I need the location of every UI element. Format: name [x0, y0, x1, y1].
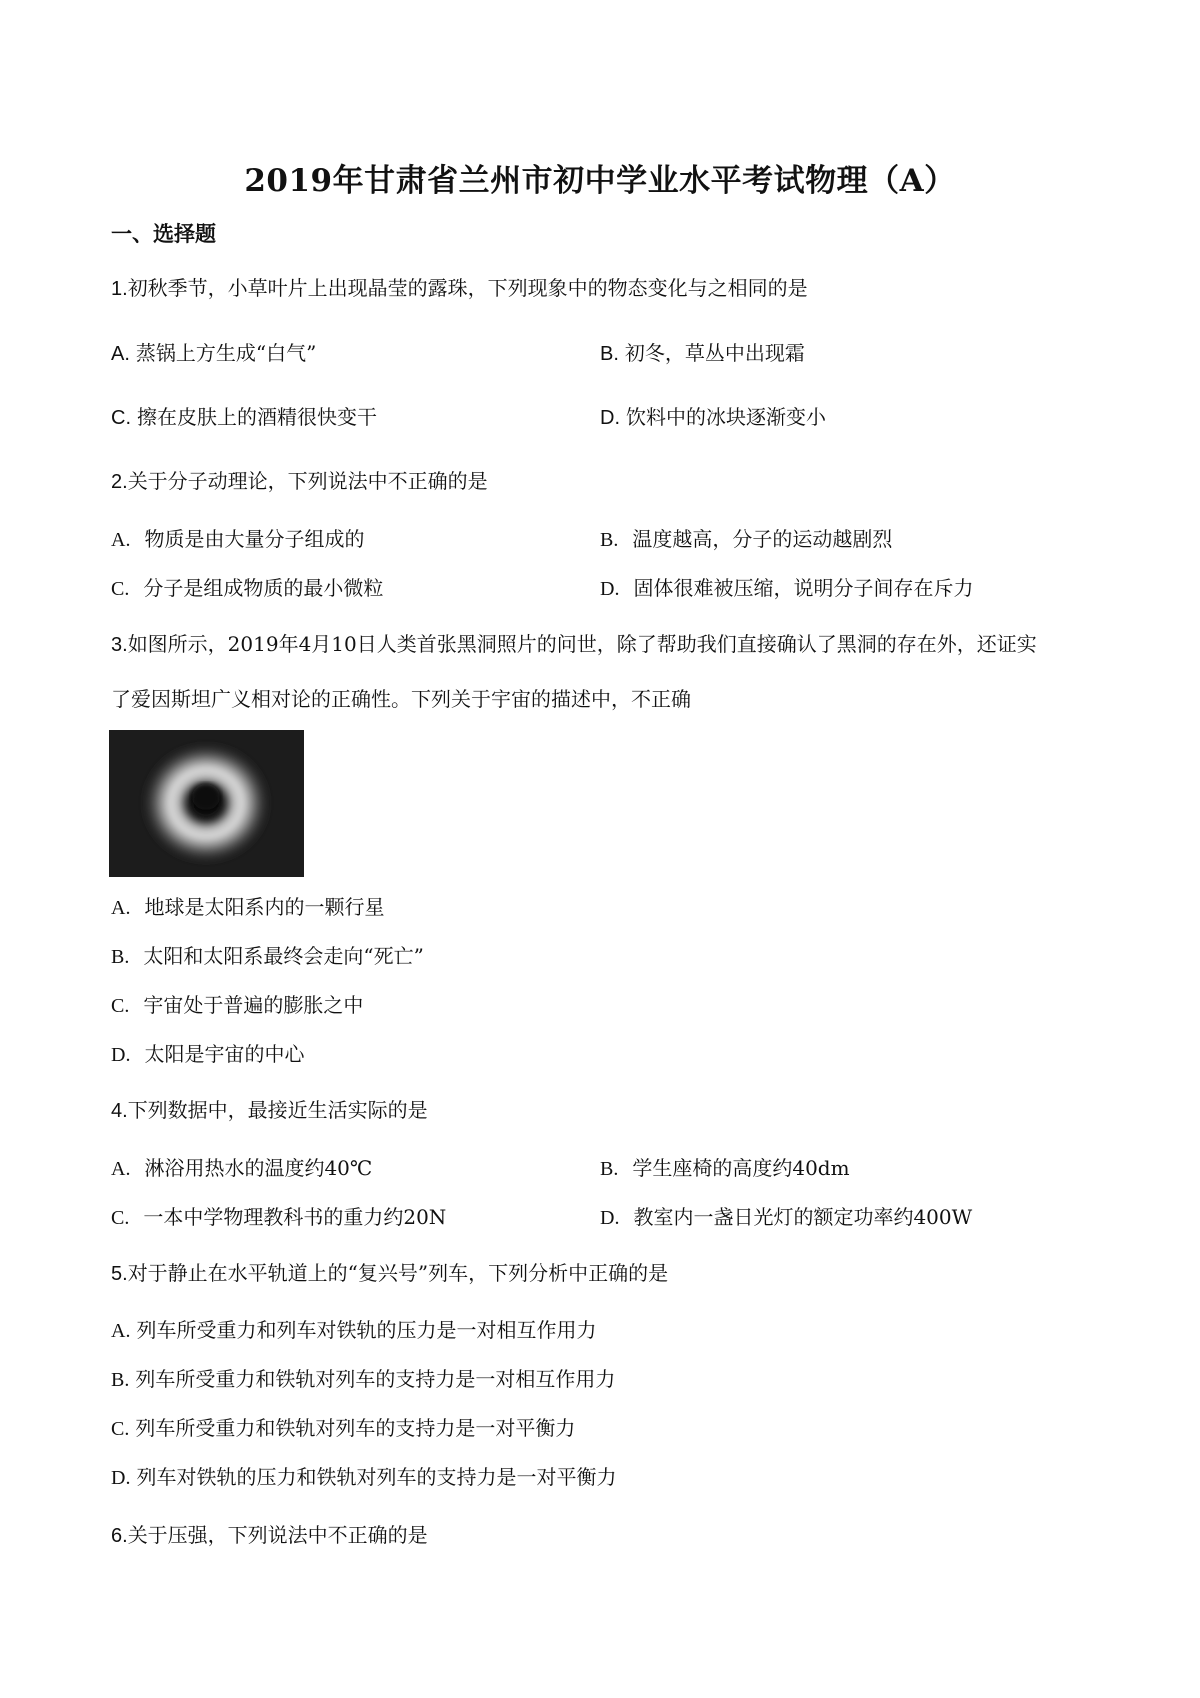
question-number: 5.	[111, 1263, 128, 1285]
question-3-continued	[111, 685, 691, 713]
option-text: 列车所受重力和铁轨对列车的支持力是一对相互作用力	[135, 1367, 616, 1391]
q4-option-b[interactable]	[600, 1154, 850, 1183]
q4-option-d[interactable]	[600, 1203, 972, 1232]
option-label: C.	[111, 995, 130, 1017]
option-label: A.	[111, 529, 131, 551]
option-text: 列车所受重力和铁轨对列车的支持力是一对平衡力	[135, 1416, 576, 1440]
question-number: 1.	[111, 278, 128, 300]
option-text: 淋浴用热水的温度约40℃	[144, 1156, 373, 1180]
question-text: 对于静止在水平轨道上的“复兴号”列车，下列分析中正确的是	[127, 1261, 669, 1285]
option-label: A.	[111, 1320, 131, 1342]
option-text: 蒸锅上方生成“白气”	[135, 341, 317, 365]
option-label: D.	[600, 578, 620, 600]
q5-option-c[interactable]	[111, 1414, 575, 1443]
option-text: 分子是组成物质的最小微粒	[143, 576, 384, 600]
q4-option-c[interactable]	[111, 1203, 446, 1232]
question-number: 2.	[111, 471, 128, 493]
question-text: 了爱因斯坦广义相对论的正确性。下列关于宇宙的描述中，不正确	[111, 687, 691, 711]
question-2	[111, 467, 488, 496]
question-1	[111, 274, 808, 303]
option-text: 饮料中的冰块逐渐变小	[626, 405, 826, 429]
section-heading: 一、选择题	[111, 222, 216, 246]
q2-option-b[interactable]	[600, 525, 892, 554]
option-text: 初冬，草丛中出现霜	[624, 341, 805, 365]
question-4	[111, 1096, 428, 1125]
q3-option-a[interactable]	[111, 893, 384, 922]
question-text: 如图所示，2019年4月10日人类首张黑洞照片的问世，除了帮助我们直接确认了黑洞的存在外，还证实	[127, 632, 1037, 656]
option-label: B.	[111, 946, 130, 968]
question-text: 初秋季节，小草叶片上出现晶莹的露珠，下列现象中的物态变化与之相同的是	[127, 276, 808, 300]
question-3	[111, 630, 1037, 659]
question-number: 4.	[111, 1100, 128, 1122]
option-text: 列车对铁轨的压力和铁轨对列车的支持力是一对平衡力	[136, 1465, 617, 1489]
question-text: 关于分子动理论，下列说法中不正确的是	[127, 469, 488, 493]
option-text: 学生座椅的高度约40dm	[632, 1156, 850, 1180]
option-label: B.	[600, 343, 619, 365]
q3-option-c[interactable]	[111, 991, 363, 1020]
question-5	[111, 1259, 668, 1288]
option-label: B.	[600, 1158, 619, 1180]
q3-option-d[interactable]	[111, 1040, 304, 1069]
option-label: C.	[111, 1418, 130, 1440]
q1-option-b[interactable]	[600, 339, 805, 368]
q2-option-a[interactable]	[111, 525, 364, 554]
option-label: C.	[111, 407, 131, 429]
option-label: D.	[600, 407, 620, 429]
q4-option-a[interactable]	[111, 1154, 372, 1183]
option-label: D.	[600, 1207, 620, 1229]
option-label: C.	[111, 578, 130, 600]
q1-option-a[interactable]	[111, 339, 316, 368]
q1-option-c[interactable]	[111, 403, 377, 432]
q2-option-c[interactable]	[111, 574, 383, 603]
option-text: 温度越高，分子的运动越剧烈	[632, 527, 893, 551]
question-text: 下列数据中，最接近生活实际的是	[127, 1098, 428, 1122]
page-title: 2019年甘肃省兰州市初中学业水平考试物理（A）	[244, 163, 956, 199]
option-label: B.	[111, 1369, 130, 1391]
option-text: 宇宙处于普遍的膨胀之中	[143, 993, 364, 1017]
q5-option-d[interactable]	[111, 1463, 616, 1492]
option-label: D.	[111, 1467, 131, 1489]
question-number: 6.	[111, 1525, 128, 1547]
q3-option-b[interactable]	[111, 942, 424, 971]
q5-option-b[interactable]	[111, 1365, 615, 1394]
q2-option-d[interactable]	[600, 574, 973, 603]
option-label: A.	[111, 1158, 131, 1180]
option-text: 一本中学物理教科书的重力约20N	[143, 1205, 447, 1229]
option-label: C.	[111, 1207, 130, 1229]
question-number: 3.	[111, 634, 128, 656]
option-text: 太阳是宇宙的中心	[144, 1042, 305, 1066]
question-text: 关于压强，下列说法中不正确的是	[127, 1523, 428, 1547]
q1-option-d[interactable]	[600, 403, 826, 432]
option-text: 固体很难被压缩，说明分子间存在斥力	[633, 576, 974, 600]
option-text: 教室内一盏日光灯的额定功率约400W	[633, 1205, 973, 1229]
option-label: D.	[111, 1044, 131, 1066]
q5-option-a[interactable]	[111, 1316, 596, 1345]
option-label: A.	[111, 343, 130, 365]
option-label: A.	[111, 897, 131, 919]
black-hole-photo	[109, 730, 304, 877]
option-text: 地球是太阳系内的一颗行星	[144, 895, 385, 919]
black-hole-image	[109, 730, 304, 877]
option-text: 太阳和太阳系最终会走向“死亡”	[143, 944, 424, 968]
option-text: 擦在皮肤上的酒精很快变干	[137, 405, 377, 429]
option-label: B.	[600, 529, 619, 551]
option-text: 列车所受重力和列车对铁轨的压力是一对相互作用力	[136, 1318, 597, 1342]
option-text: 物质是由大量分子组成的	[144, 527, 365, 551]
question-6	[111, 1521, 428, 1550]
